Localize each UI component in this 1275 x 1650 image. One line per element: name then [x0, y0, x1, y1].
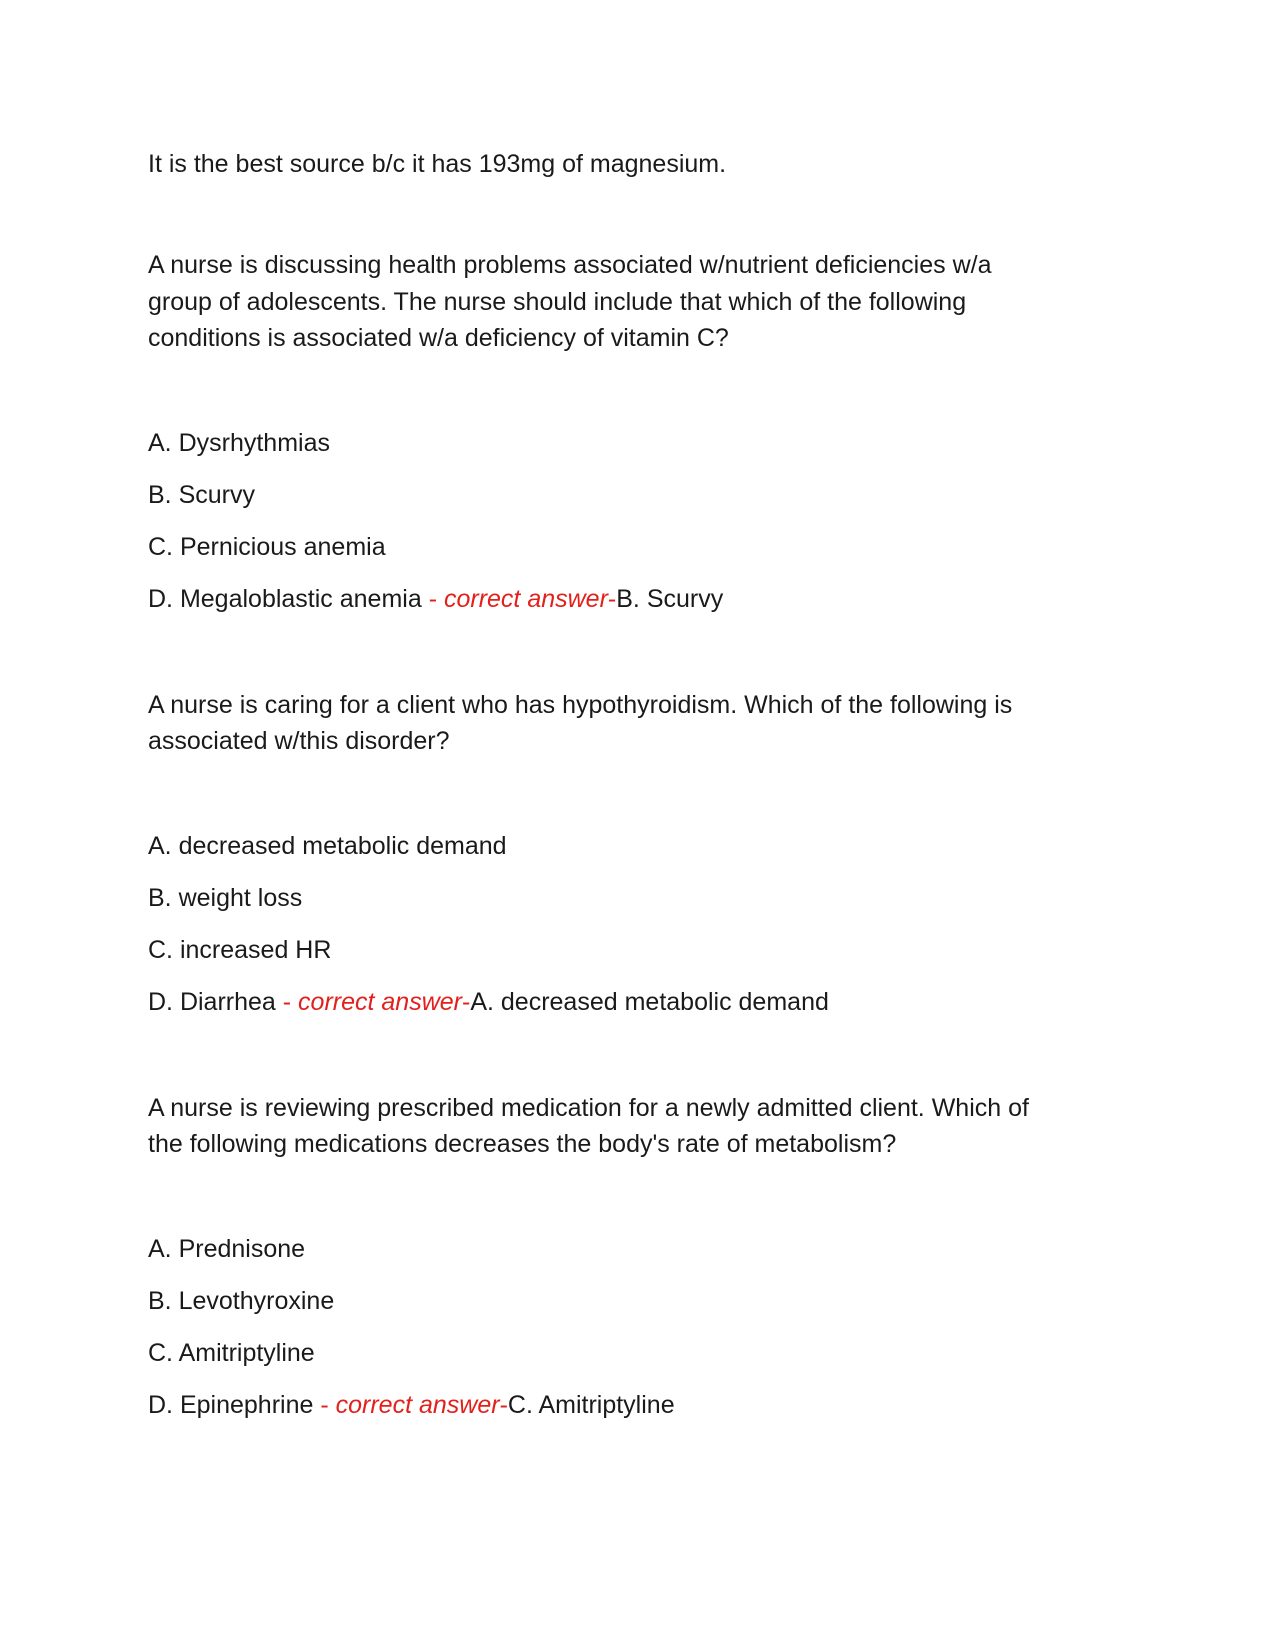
option-b: B. weight loss: [148, 884, 303, 912]
question-stem-line: A nurse is reviewing prescribed medication for a newly admitted client. Which of: [148, 1094, 1029, 1122]
option-d: D. Epinephrine: [148, 1391, 314, 1419]
correct-answer: B. Scurvy: [616, 585, 724, 613]
option-a: A. Dysrhythmias: [148, 429, 330, 457]
answer-dash: -: [499, 1391, 508, 1419]
option-d-with-answer: [148, 1387, 675, 1424]
question-stem-line: A nurse is caring for a client who has hypothyroidism. Which of the following is: [148, 691, 1013, 719]
option-d: D. Diarrhea: [148, 988, 276, 1016]
answer-dash: -: [607, 585, 617, 613]
option-c: C. Pernicious anemia: [148, 533, 386, 561]
option-d: D. Megaloblastic anemia: [148, 585, 422, 613]
intro-text: It is the best source b/c it has 193mg of magnesium.: [148, 150, 727, 178]
question-stem-line: conditions is associated w/a deficiency of vitamin C?: [148, 324, 729, 352]
option-a: A. Prednisone: [148, 1235, 306, 1263]
option-b: B. Levothyroxine: [148, 1287, 335, 1315]
correct-answer-label: correct answer: [443, 585, 608, 613]
correct-answer-label: correct answer: [298, 988, 462, 1016]
correct-answer: A. decreased metabolic demand: [470, 988, 829, 1016]
option-d-with-answer: [148, 581, 723, 618]
option-c: C. increased HR: [148, 936, 332, 964]
answer-separator: -: [313, 1391, 336, 1419]
question-stem-line: A nurse is discussing health problems associated w/nutrient deficiencies w/a: [148, 251, 992, 279]
option-c: C. Amitriptyline: [148, 1339, 315, 1367]
answer-separator: -: [275, 988, 299, 1016]
correct-answer: C. Amitriptyline: [507, 1391, 675, 1419]
option-a: A. decreased metabolic demand: [148, 832, 507, 860]
question-stem-line: associated w/this disorder?: [148, 727, 450, 755]
correct-answer-label: correct answer: [335, 1391, 500, 1419]
answer-dash: -: [462, 988, 471, 1016]
question-stem-line: the following medications decreases the body's rate of metabolism?: [148, 1130, 897, 1158]
answer-separator: -: [421, 585, 444, 613]
option-d-with-answer: [148, 984, 829, 1021]
question-stem-line: group of adolescents. The nurse should include that which of the following: [148, 288, 967, 316]
option-b: B. Scurvy: [148, 481, 255, 509]
